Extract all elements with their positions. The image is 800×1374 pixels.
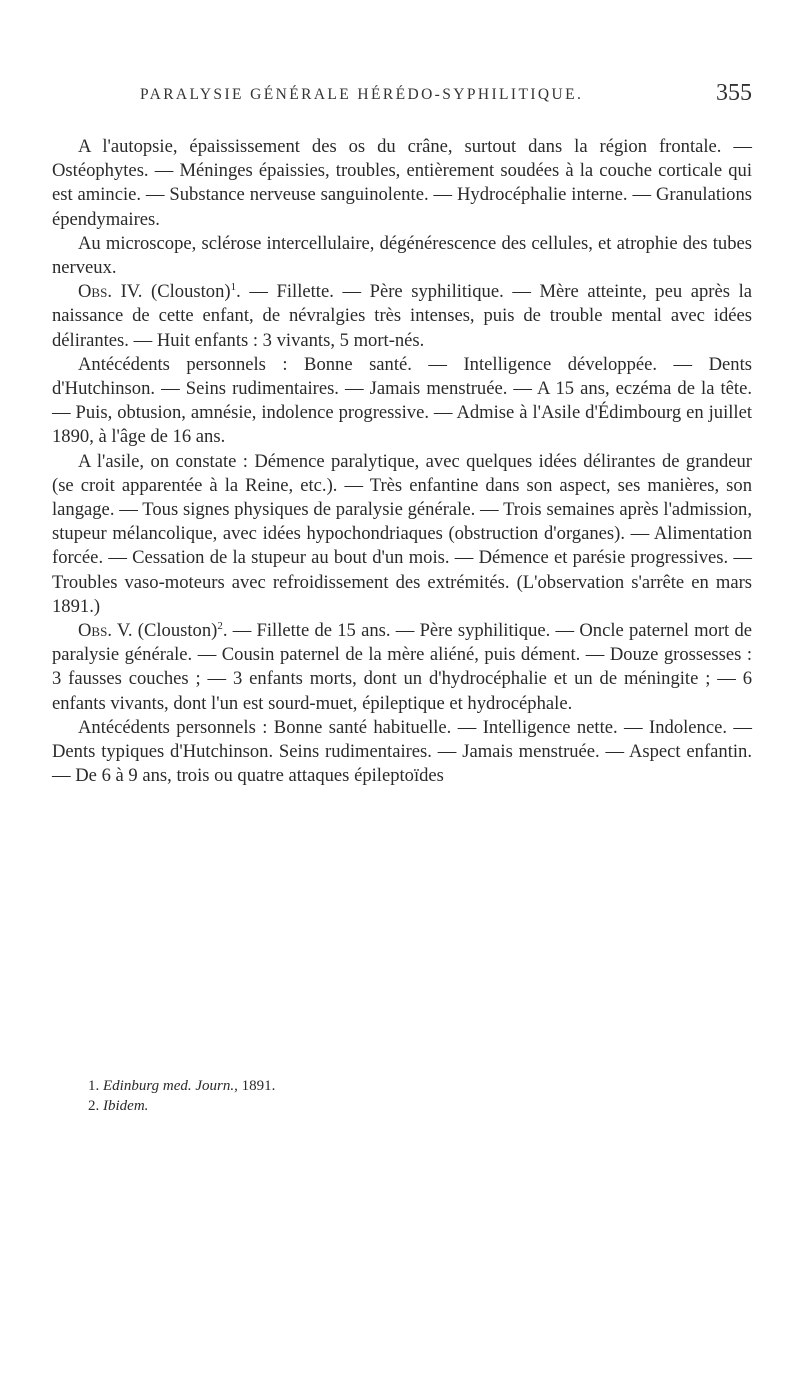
paragraph-antecedents-1: Antécédents personnels : Bonne santé. — Intelligence développée. — Dents d'Hutchinson. — Seins rudimentaires. — Jamais menstruée. — A 15 ans, eczéma de la tête. — Puis, obtusion, amnésie, indolence progressive. — Admise à l'Asile d'Édimbourg en juillet 1890, à l'âge de 16 ans. — [52, 353, 752, 448]
page-number: 355 — [716, 80, 752, 106]
paragraph-obs-5 — [52, 619, 752, 716]
footnote-1 — [88, 1076, 748, 1096]
footnote-number: 2. — [88, 1098, 100, 1114]
observation-text: . — Fillette de 15 ans. — Père syphilitique. — Oncle paternel mort de paralysie générale. — Cousin paternel de la mère aliéné, puis dément. — Douze grossesses : 3 fausses couches ; — 3 enfants morts, dont un d'hydrocéphalie et un de méningite ; — 6 enfants vivants, dont l'un est sourd-muet, épileptique et hydrocéphale. — [52, 620, 752, 714]
footnote-ref: 2 — [217, 619, 223, 632]
footnote-number: 1. — [88, 1078, 100, 1094]
paragraph-asylum: A l'asile, on constate : Démence paralytique, avec quelques idées délirantes de grandeur (se croit apparentée à la Reine, etc.). — Très enfantine dans son aspect, ses manières, son langage. — Tous signes physiques de paralysie générale. — Trois semaines après l'admission, stupeur mélancolique, avec idées hypochondriaques (obstruction d'organes). — Alimentation forcée. — Cessation de la stupeur au bout d'un mois. — Démence et parésie progressives. — Troubles vaso-moteurs avec refroidissement des extrémités. (L'observation s'arrête en mars 1891.) — [52, 450, 752, 617]
observation-text: . — Fillette. — Père syphilitique. — Mère atteinte, peu après la naissance de cette enfant, de névralgies très intenses, puis de trouble mental avec idées délirantes. — Huit enfants : 3 vivants, 5 mort-nés. — [52, 281, 752, 351]
paragraph-antecedents-2: Antécédents personnels : Bonne santé habituelle. — Intelligence nette. — Indolence. — Dents typiques d'Hutchinson. Seins rudimentaires. — Jamais menstruée. — Aspect enfantin. — De 6 à 9 ans, trois ou quatre attaques épileptoïdes — [52, 716, 752, 787]
footnote-2 — [88, 1096, 748, 1116]
paragraph-microscope: Au microscope, sclérose intercellulaire, dégénérescence des cellules, et atrophie des tubes nerveux. — [52, 232, 752, 279]
paragraph-obs-4 — [52, 280, 752, 353]
observation-lead: (Clouston) — [142, 281, 231, 303]
footnotes — [88, 1076, 748, 1116]
footnote-ref: 1 — [230, 281, 237, 294]
observation-label: Obs. V. — [78, 620, 133, 642]
footnote-source: Ibidem. — [103, 1098, 149, 1114]
footnote-rest: , 1891. — [234, 1078, 276, 1094]
observation-lead: (Clouston) — [132, 620, 218, 642]
running-title: PARALYSIE GÉNÉRALE HÉRÉDO-SYPHILITIQUE. — [140, 86, 584, 103]
footnote-source: Edinburg med. Journ. — [103, 1078, 235, 1094]
running-head — [52, 70, 762, 110]
body-text — [52, 135, 752, 788]
paragraph-autopsy: A l'autopsie, épaississement des os du crâne, surtout dans la région frontale. — Ostéophytes. — Méninges épaissies, troubles, entièrement soudées à la couche corticale qui est amincie. — Substance nerveuse sanguinolente. — Hydrocéphalie interne. — Granulations épendymaires. — [52, 136, 752, 230]
observation-label: Obs. IV. — [78, 281, 143, 303]
